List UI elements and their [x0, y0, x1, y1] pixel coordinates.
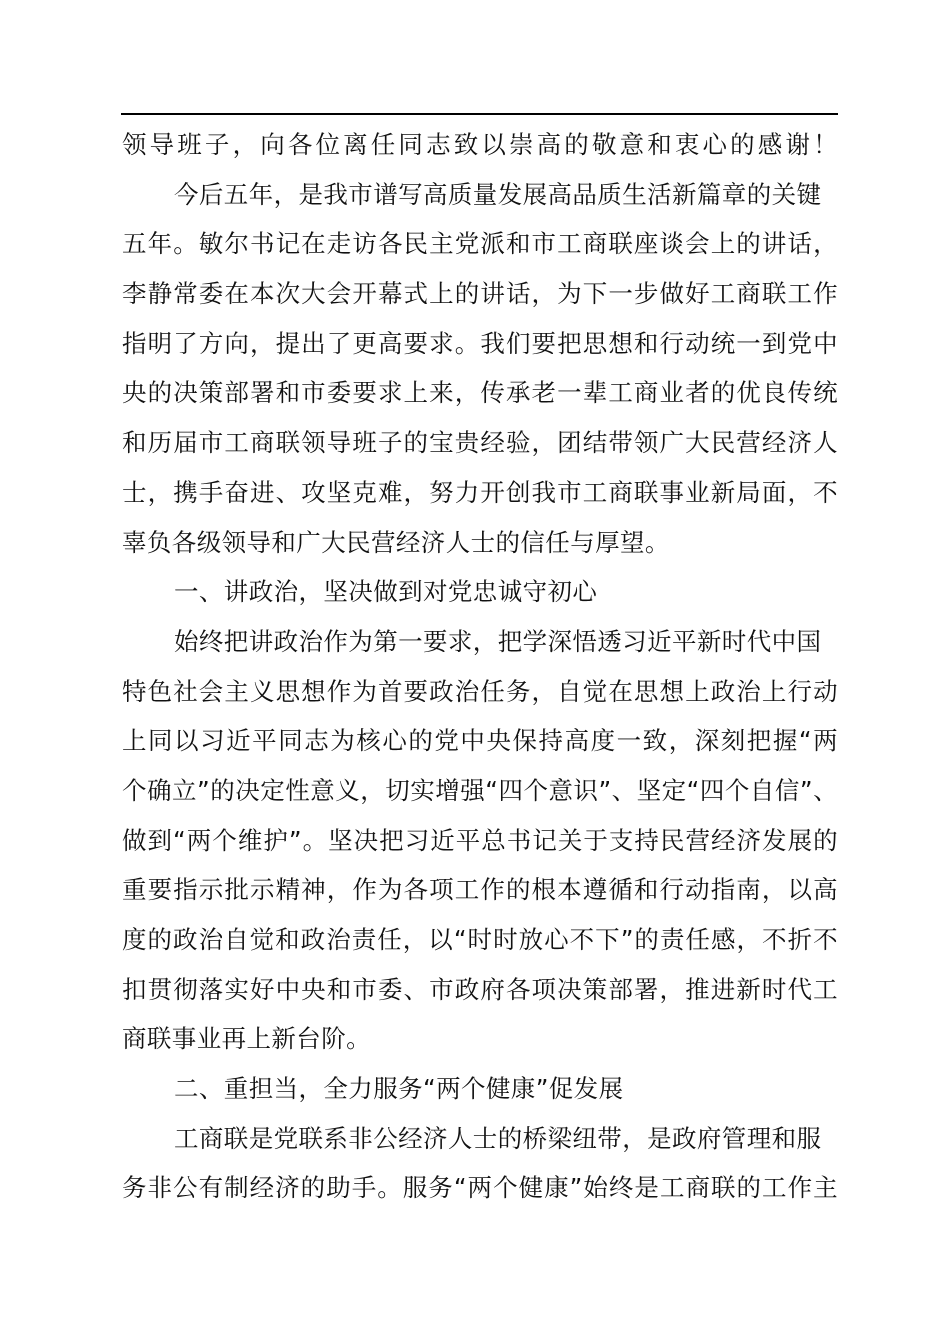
text-line: 商联事业再上新台阶。	[122, 1024, 371, 1054]
text-line: 特色社会主义思想作为首要政治任务，自觉在思想上政治上行动	[122, 676, 838, 706]
section-heading-2: 二、重担当，全力服务“两个健康”促发展	[174, 1074, 624, 1104]
text-line: 央的决策部署和市委要求上来，传承老一辈工商业者的优良传统	[122, 378, 838, 408]
text-line: 度的政治自觉和政治责任，以“时时放心不下”的责任感，不折不	[122, 925, 838, 954]
text-line: 李静常委在本次大会开幕式上的讲话，为下一步做好工商联工作	[122, 279, 838, 309]
text-line: 扣贯彻落实好中央和市委、市政府各项决策部署，推进新时代工	[122, 974, 838, 1004]
text-line: 上同以习近平同志为核心的党中央保持高度一致，深刻把握“两	[122, 726, 838, 756]
text-line: 和历届市工商联领导班子的宝贵经验，团结带领广大民营经济人	[122, 428, 838, 458]
text-line: 个确立”的决定性意义，切实增强“四个意识”、坚定“四个自信”、	[122, 775, 838, 805]
paragraph-start-line: 始终把讲政治作为第一要求，把学深悟透习近平新时代中国	[174, 626, 822, 656]
text-line: 做到“两个维护”。坚决把习近平总书记关于支持民营经济发展的	[122, 825, 838, 855]
header-rule	[121, 113, 838, 115]
paragraph-start-line: 工商联是党联系非公经济人士的桥梁纽带，是政府管理和服	[174, 1123, 822, 1153]
text-line: 五年。敏尔书记在走访各民主党派和市工商联座谈会上的讲话，	[122, 229, 838, 259]
text-line: 重要指示批示精神，作为各项工作的根本遵循和行动指南，以高	[122, 875, 838, 905]
text-line: 指明了方向，提出了更高要求。我们要把思想和行动统一到党中	[122, 328, 838, 358]
body-text	[122, 120, 842, 1213]
text-line: 领导班子，向各位离任同志致以崇高的敬意和衷心的感谢！	[122, 130, 838, 159]
section-heading-1: 一、讲政治，坚决做到对党忠诚守初心	[174, 577, 598, 607]
text-line: 辜负各级领导和广大民营经济人士的信任与厚望。	[122, 527, 670, 557]
text-line: 士，携手奋进、攻坚克难，努力开创我市工商联事业新局面，不	[122, 477, 838, 507]
paragraph-start-line: 今后五年，是我市谱写高质量发展高品质生活新篇章的关键	[174, 179, 822, 209]
text-line: 务非公有制经济的助手。服务“两个健康”始终是工商联的工作主	[122, 1173, 838, 1203]
